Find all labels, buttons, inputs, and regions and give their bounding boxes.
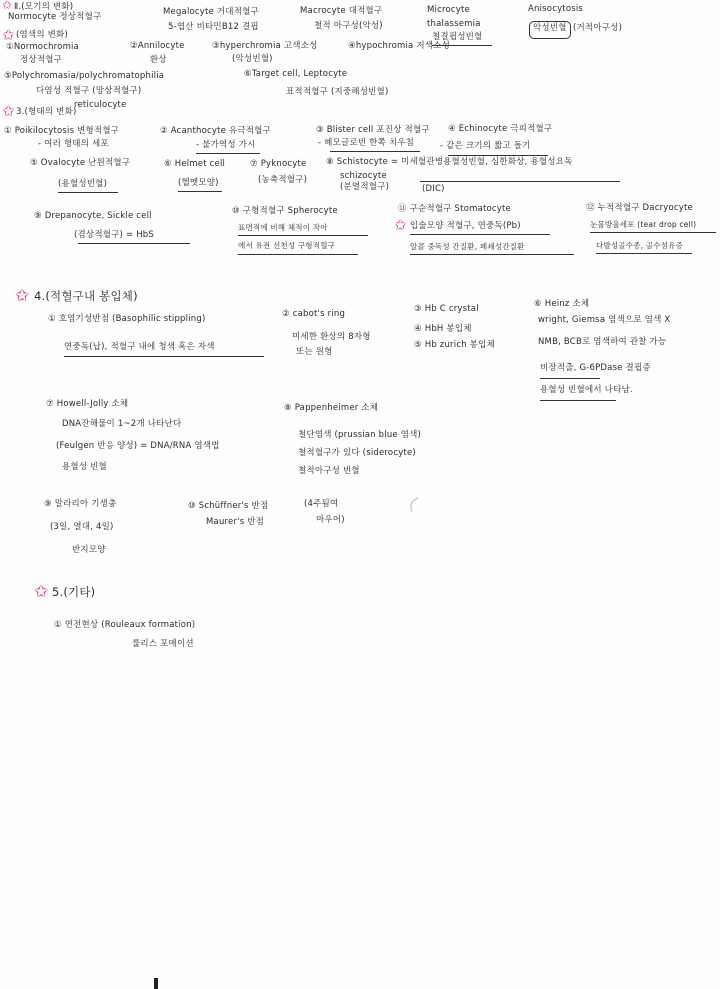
macrocyte-note: 철적 아구성(악성)	[314, 21, 383, 31]
heinz-body-note-4: 용혈성 빈혈에서 나타남.	[540, 385, 633, 395]
malaria-note: (3일, 열대, 4일)	[50, 522, 114, 532]
heinz-body-label: ⑥ Heinz 소체	[534, 299, 590, 309]
poikilocytosis-note: - 여러 형태의 세포	[38, 139, 109, 149]
header-title: Ⅱ.(모기의 변화)	[14, 2, 74, 12]
shape-section-title: 3.(형태의 변화)	[16, 107, 77, 117]
other-section-title: 5.(기타)	[52, 585, 96, 599]
howell-jolly-note-3: 용혈성 빈혈	[62, 462, 107, 472]
underline	[58, 192, 118, 193]
ovalocyte-label: ⑤ Ovalocyte 난원적혈구	[30, 158, 131, 168]
star-mark: ✩	[2, 26, 15, 44]
heinz-body-note-2: NMB, BCB로 염색하여 관찰 가능	[538, 337, 667, 347]
anisocytosis-label: Anisocytosis	[528, 4, 584, 14]
underline	[330, 151, 420, 152]
underline	[410, 254, 574, 255]
acanthocyte-label: ② Acanthocyte 유극적혈구	[160, 126, 272, 136]
hbc-crystal-label: ③ Hb C crystal	[414, 304, 479, 314]
star-mark: ✩	[34, 582, 49, 602]
underline	[196, 153, 260, 154]
color-section-title: (염색의 변화)	[16, 30, 68, 40]
pappenheimer-note: 철단염색 (prussian blue 염색)	[298, 430, 422, 440]
hyperchromia-note: (악성빈혈)	[232, 54, 273, 64]
malaria-note-2: 반지모양	[72, 545, 106, 555]
ovalocyte-note: (용혈성빈혈)	[58, 179, 108, 189]
annilocyte-label: ②Annilocyte	[130, 41, 185, 51]
inclusion-section-title: 4.(적혈구내 봉입체)	[34, 289, 138, 303]
pyknocyte-label: ⑦ Pyknocyte	[250, 159, 307, 169]
poikilocytosis-label: ① Poikilocytosis 변형적혈구	[4, 126, 120, 136]
maurer-label: Maurer's 반점	[206, 517, 265, 527]
spherocyte-label: ⑩ 구형적혈구 Spherocyte	[232, 206, 338, 216]
hypochromia-label: ④hypochromia 저색소성	[348, 41, 450, 51]
hbh-body-label: ④ HbH 봉입체	[414, 324, 472, 334]
star-mark: ✩	[15, 286, 30, 306]
blister-cell-note: - 혜모글로빈 한쪽 치우침	[318, 138, 415, 148]
underline	[410, 234, 550, 235]
microcyte-label: Microcyte	[427, 5, 470, 15]
hyperchromia-label: ③hyperchromia 고색소성	[212, 41, 318, 51]
stray-arc-mark	[406, 496, 420, 514]
rouleaux-note: 룰리스 포메이션	[132, 639, 194, 649]
dacryocyte-note: 눈물방울세포 (tear drop cell)	[590, 220, 697, 229]
star-mark: ✩	[2, 102, 15, 120]
malaria-label: ⑨ 말라리아 기생충	[44, 499, 117, 509]
howell-jolly-note: DNA잔해물이 1~2개 나타난다	[62, 419, 182, 429]
cabots-ring-label: ② cabot's ring	[282, 309, 346, 319]
howell-jolly-label: ⑦ Howell-Jolly 소체	[46, 399, 129, 409]
schistocyte-label: ⑧ Schistocyte = 미세혈관병용혈성빈혈, 심한화상, 용혈성요독	[326, 157, 573, 167]
rouleaux-label: ① 연전현상 (Rouleaux formation)	[54, 620, 196, 630]
underline	[64, 356, 264, 357]
maurer-note: 마우어)	[316, 515, 345, 525]
pappenheimer-label: ⑧ Pappenheimer 소체	[284, 403, 379, 413]
underline	[448, 155, 548, 156]
polychromasia-note: 다염성 적혈구 (망상적혈구)	[36, 86, 142, 96]
helmet-cell-note: (헬멧모양)	[178, 178, 219, 188]
cabots-ring-note-2: 또는 원형	[296, 347, 333, 357]
underline	[238, 235, 368, 236]
scan-mark	[154, 978, 158, 989]
echinocyte-label: ④ Echinocyte 극피적혈구	[448, 124, 553, 134]
basophilic-stippling-note: 연중독(납), 적혈구 내에 청색 혹은 자색	[64, 342, 215, 352]
underline	[178, 191, 222, 192]
underline	[596, 253, 692, 254]
megalocyte-label: Megalocyte 거대적혈구	[163, 7, 259, 17]
cabots-ring-note: 미세한 환상의 8자형	[292, 332, 371, 342]
annilocyte-note: 환상	[150, 55, 167, 65]
target-cell-note: 표적적혈구 (지중해성빈혈)	[286, 87, 389, 97]
schuffner-label: ⑩ Schüffner's 반점	[188, 501, 269, 511]
dacryocyte-label: ⑫ 누적적혈구 Dacryocyte	[586, 203, 693, 213]
underline	[420, 181, 620, 182]
dacryocyte-note-2: 다발성골수종, 골수섬유증	[596, 241, 684, 250]
underline	[78, 243, 190, 244]
acanthocyte-note: - 불가역성 가시	[196, 140, 256, 150]
macrocyte-label: Macrocyte 대적혈구	[300, 6, 383, 16]
anisocytosis-note-2: (거적아구성)	[573, 23, 623, 33]
basophilic-stippling-label: ① 호염기성반점 (Basophilic stippling)	[48, 314, 206, 324]
normochromia-note: 정상적혈구	[20, 55, 63, 65]
echinocyte-note: - 같은 크기의 짧고 돌기	[440, 141, 531, 151]
normochromia-label: ①Normochromia	[6, 42, 80, 52]
heinz-body-note-3: 비장적출, G-6PDase 결핍증	[540, 363, 651, 373]
pappenheimer-note-3: 철적아구성 빈혈	[298, 466, 360, 476]
anisocytosis-note: 악성빈혈	[533, 23, 567, 33]
star-mark: ✩	[394, 216, 407, 234]
blister-cell-label: ③ Blister cell 포진상 적혈구	[316, 125, 430, 135]
howell-jolly-note-2: (Feulgen 반응 양성) = DNA/RNA 염색법	[56, 441, 220, 451]
pyknocyte-note: (농축적혈구)	[258, 175, 308, 185]
helmet-cell-label: ⑥ Helmet cell	[164, 159, 226, 169]
drepanocyte-label: ⑨ Drepanocyte, Sickle cell	[34, 211, 152, 221]
hb-zurich-label: ⑤ Hb zurich 봉입체	[414, 340, 495, 350]
underline	[238, 254, 358, 255]
spherocyte-note-2: 에서 유전 선천성 구형적혈구	[238, 241, 336, 250]
schistocyte-note: (분열적혈구)	[340, 182, 390, 192]
underline	[540, 378, 600, 379]
heinz-body-note: wright, Giemsa 염색으로 염색 X	[538, 315, 671, 325]
pappenheimer-note-2: 철적혈구가 있다 (siderocyte)	[298, 448, 416, 458]
star-mark: ✩	[2, 0, 13, 12]
megalocyte-note: 5-엽산 비타민B12 결핍	[168, 22, 259, 32]
schuffner-note: (4주됨여	[304, 499, 339, 509]
spherocyte-note: 표면적에 비해 체적이 작아	[238, 223, 328, 232]
thalassemia-note: 철결핍성빈혈	[432, 32, 483, 42]
stomatocyte-label: ⑪ 구순적혈구 Stomatocyte	[398, 204, 511, 214]
underline	[540, 400, 616, 401]
normocyte-label: Normocyte 정상적혈구	[8, 12, 102, 22]
drepanocyte-note: (겸상적혈구) = HbS	[74, 230, 154, 240]
stomatocyte-note: 입술모양 적혈구, 연중독(Pb)	[410, 221, 521, 231]
schizocyte-label: schizocyte	[340, 171, 387, 181]
stomatocyte-note-2: 알콜 중독성 간질환, 폐쇄성간질환	[410, 242, 525, 251]
polychromasia-note-2: reticulocyte	[74, 100, 127, 110]
underline	[590, 232, 716, 233]
target-cell-label: ⑥Target cell, Leptocyte	[244, 69, 348, 79]
thalassemia-label: thalassemia	[427, 19, 481, 29]
polychromasia-label: ⑤Polychromasia/polychromatophilia	[4, 71, 165, 81]
schistocyte-dic: (DIC)	[422, 184, 445, 194]
